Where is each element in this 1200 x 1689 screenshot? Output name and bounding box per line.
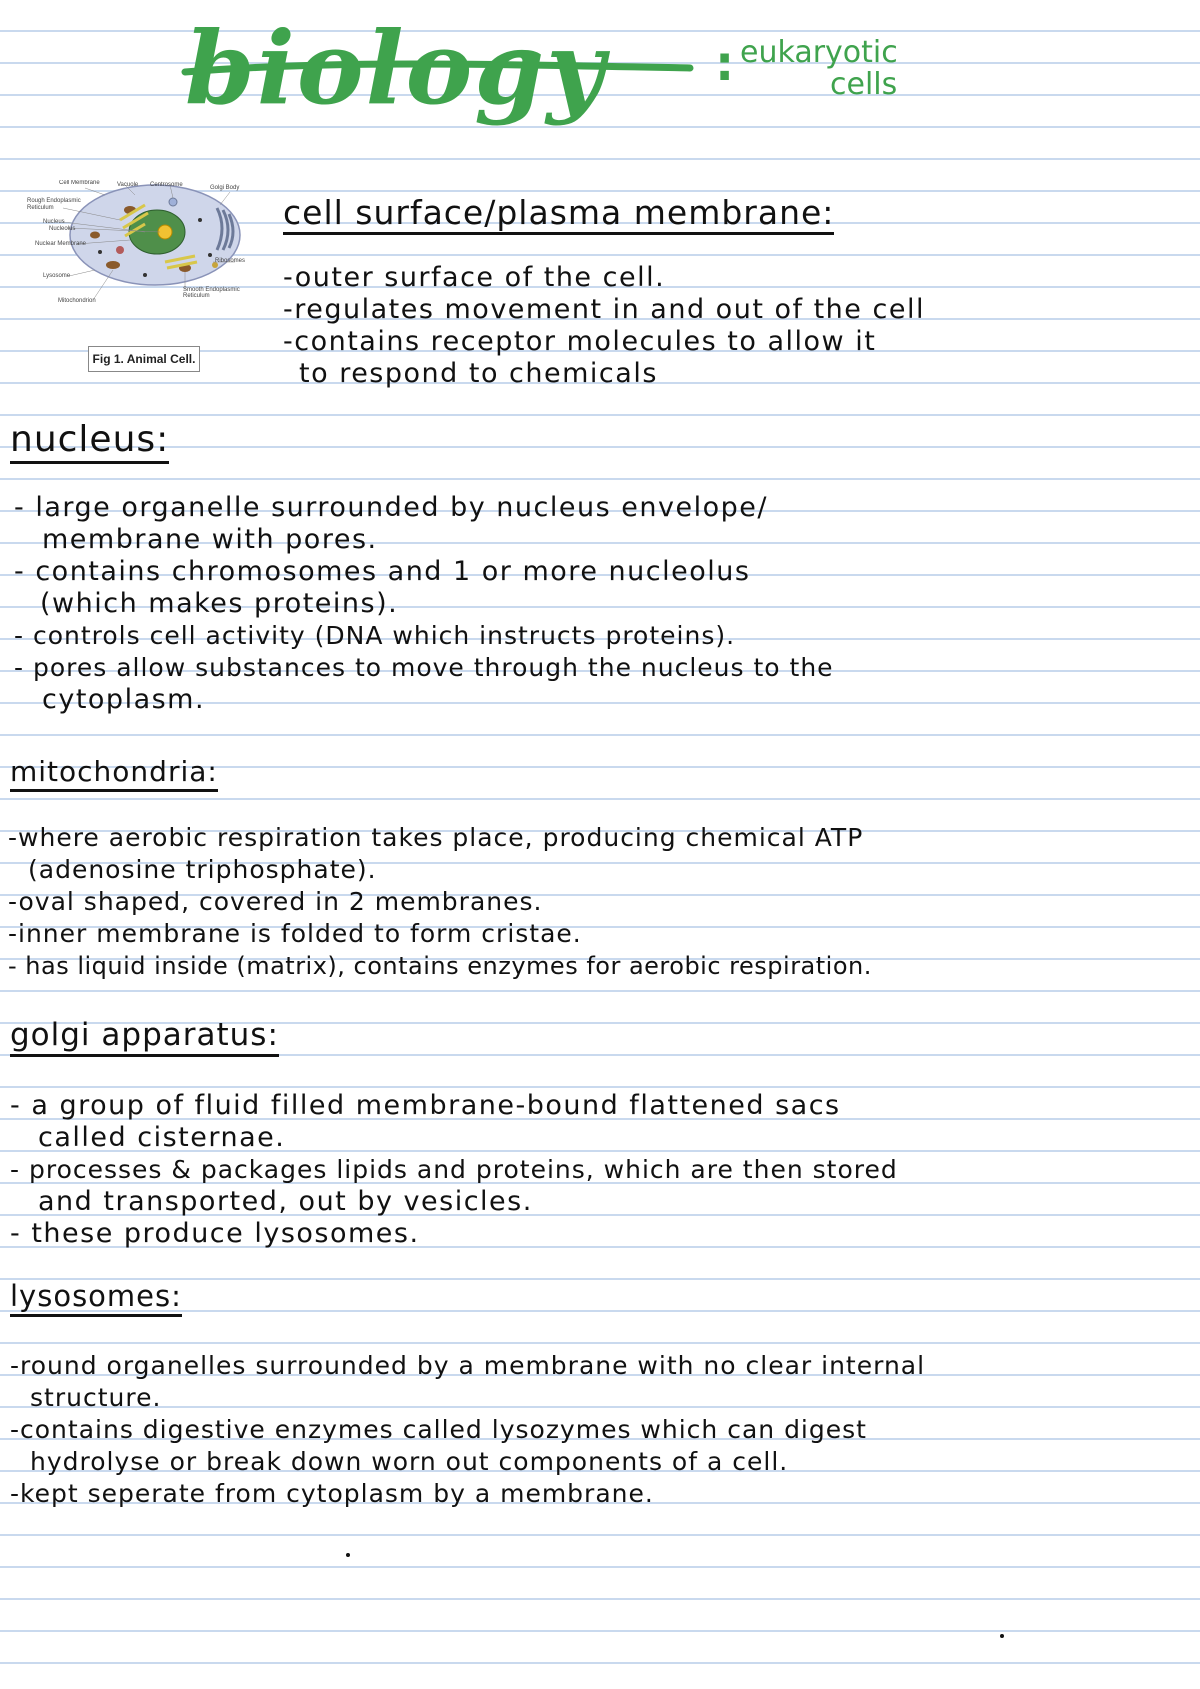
page-title: biology [185, 9, 607, 127]
label-rough-er-2: Reticulum [27, 205, 54, 211]
membrane-notes [283, 262, 925, 390]
note-line: -contains digestive enzymes called lysozymes which can digest [10, 1415, 867, 1444]
label-rough-er-1: Rough Endoplasmic [27, 198, 81, 204]
note-line: -round organelles surrounded by a membrane with no clear internal [10, 1351, 926, 1380]
note-line: - large organelle surrounded by nucleus envelope/ [14, 492, 768, 523]
mitochondria-notes [8, 822, 872, 982]
note-line: structure. [30, 1383, 162, 1412]
label-smooth-er-2: Reticulum [183, 293, 210, 299]
label-nuclear-membrane: Nuclear Membrane [35, 241, 87, 247]
figure-caption: Fig 1. Animal Cell. [88, 346, 200, 372]
note-line: - a group of fluid filled membrane-bound flattened sacs [10, 1090, 841, 1121]
label-nucleolus: Nucleolus [49, 226, 76, 232]
label-golgi-body: Golgi Body [210, 185, 240, 191]
note-line: called cisternae. [38, 1122, 286, 1153]
note-line: -outer surface of the cell. [283, 262, 666, 293]
subtitle-line-2: cells [830, 67, 898, 102]
note-line: - has liquid inside (matrix), contains enzymes for aerobic respiration. [8, 952, 872, 980]
note-line: - processes & packages lipids and proteins, which are then stored [10, 1155, 898, 1184]
note-line: membrane with pores. [42, 524, 378, 555]
label-smooth-er-1: Smooth Endoplasmic [183, 287, 240, 293]
lysosomes-notes [10, 1350, 925, 1510]
note-line: - contains chromosomes and 1 or more nucleolus [14, 556, 751, 587]
heading-mitochondria: mitochondria: [10, 758, 218, 792]
subtitle-colon: : [715, 36, 735, 92]
label-ribosomes: Ribosomes [215, 258, 246, 264]
note-line: hydrolyse or break down worn out components of a cell. [30, 1447, 789, 1476]
label-mitochondrion: Mitochondrion [58, 298, 96, 304]
mitochondrion-shape [106, 261, 120, 269]
heading-golgi: golgi apparatus: [10, 1020, 279, 1057]
note-line: - pores allow substances to move through the nucleus to the [14, 653, 834, 682]
note-line: -inner membrane is folded to form cristae. [8, 919, 582, 948]
label-lysosome: Lysosome [43, 273, 71, 279]
label-vacuole: Vacuole [117, 182, 139, 188]
note-line: - these produce lysosomes. [10, 1218, 420, 1249]
note-line: cytoplasm. [42, 684, 206, 715]
note-line: (which makes proteins). [40, 588, 399, 619]
subtitle-line-1: eukaryotic [740, 35, 898, 70]
label-cell-membrane: Cell Membrane [59, 180, 100, 186]
stray-dot [346, 1553, 350, 1557]
note-line: (adenosine triphosphate). [28, 855, 377, 884]
heading-cell-membrane: cell surface/plasma membrane: [283, 196, 834, 235]
stray-dot [1000, 1634, 1004, 1638]
note-line: -kept seperate from cytoplasm by a membrane. [10, 1479, 654, 1508]
golgi-notes [10, 1090, 898, 1250]
note-line: -contains receptor molecules to allow it [283, 326, 877, 357]
note-line: -where aerobic respiration takes place, producing chemical ATP [8, 823, 864, 852]
note-line: -regulates movement in and out of the cell [283, 294, 925, 325]
note-line: - controls cell activity (DNA which instructs proteins). [14, 621, 736, 650]
label-centrosome: Centrosome [150, 182, 183, 188]
nucleus-notes [14, 492, 834, 716]
note-line: -oval shaped, covered in 2 membranes. [8, 887, 543, 916]
label-nucleus: Nucleus [43, 219, 65, 225]
note-line: and transported, out by vesicles. [38, 1186, 533, 1217]
nucleolus-shape [158, 225, 172, 239]
note-line: to respond to chemicals [299, 358, 658, 389]
heading-lysosomes: lysosomes: [10, 1282, 182, 1317]
heading-nucleus: nucleus: [10, 422, 169, 464]
